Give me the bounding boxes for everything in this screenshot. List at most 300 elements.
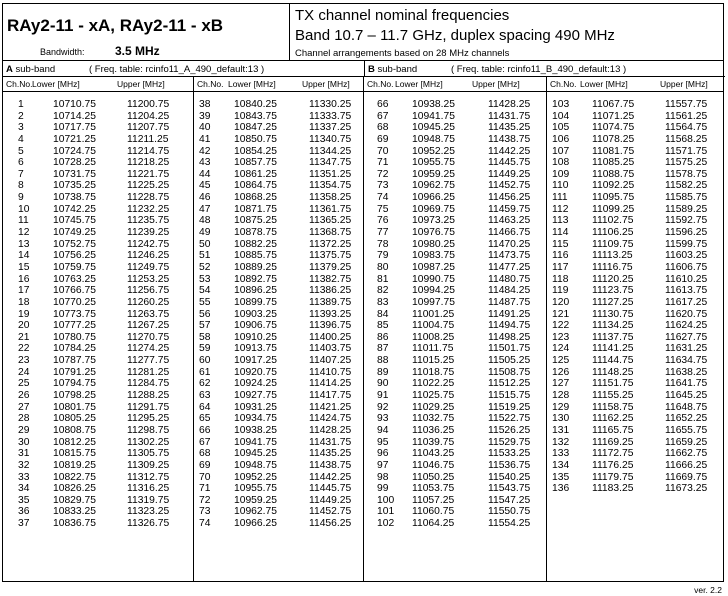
channel-number: 14 [18,250,30,262]
upper-frequency: 11316.25 [127,483,170,495]
column-header [194,77,363,92]
table-row [547,378,723,390]
upper-frequency: 11624.25 [665,320,708,332]
table-row [3,332,193,344]
channel-number: 61 [199,366,211,378]
channel-number: 29 [18,424,30,436]
channel-number: 105 [552,122,570,134]
table-row [364,180,546,192]
lower-frequency: 10955.75 [234,483,277,495]
table-row [547,343,723,355]
upper-frequency: 11354.75 [309,180,352,192]
lower-frequency: 11004.75 [412,320,455,332]
lower-frequency: 10710.75 [53,99,96,110]
table-row [547,274,723,286]
lower-frequency: 10934.75 [234,413,277,425]
upper-frequency: 11424.75 [309,413,352,425]
channel-number: 66 [377,99,389,110]
subband-a-label: sub-band [15,64,56,75]
lower-frequency: 10868.25 [234,192,277,204]
subband-a-freq-table: ( Freq. table: rcinfo11_A_490_default:13 ) [89,64,265,75]
channel-number: 2 [18,110,24,122]
upper-frequency: 11536.75 [488,459,531,471]
header-line-3: Channel arrangements based on 28 MHz channels [295,48,510,59]
upper-frequency: 11610.25 [665,273,708,285]
table-row [194,483,363,495]
upper-frequency: 11438.75 [309,459,352,471]
channel-number: 17 [18,285,30,297]
upper-frequency: 11417.75 [309,390,352,402]
table-row [194,99,363,111]
upper-frequency: 11463.25 [488,215,531,227]
lower-frequency: 10742.25 [53,203,96,215]
upper-frequency: 11305.75 [127,448,170,460]
table-row [3,239,193,251]
lower-frequency: 10976.75 [412,227,455,239]
lower-frequency: 10780.75 [53,331,96,343]
channel-number: 38 [199,99,211,110]
upper-frequency: 11561.25 [665,110,708,122]
channel-number: 26 [18,390,30,402]
table-row [547,309,723,321]
channel-number: 89 [377,366,389,378]
channel-number: 108 [552,157,570,169]
upper-frequency: 11568.25 [665,133,708,145]
lower-frequency: 10878.75 [234,227,277,239]
table-row [364,146,546,158]
table-row [547,483,723,495]
upper-frequency: 11351.25 [309,168,352,180]
channel-number: 100 [377,494,395,506]
table-row [3,483,193,495]
table-row [364,274,546,286]
lower-frequency: 11015.25 [412,355,455,367]
upper-frequency: 11344.25 [309,145,352,157]
table-row [194,309,363,321]
upper-frequency: 11267.25 [127,320,170,332]
table-row [364,134,546,146]
lower-frequency: 11113.25 [592,250,633,262]
table-row [364,332,546,344]
table-row [364,390,546,402]
channel-number: 40 [199,122,211,134]
table-row [3,448,193,460]
lower-frequency: 10959.25 [234,494,277,506]
upper-frequency: 11263.75 [127,308,170,320]
lower-frequency: 10791.25 [53,366,96,378]
upper-frequency: 11526.25 [488,424,531,436]
lower-frequency: 10927.75 [234,390,277,402]
upper-frequency: 11382.75 [309,273,352,285]
upper-frequency: 11442.25 [488,145,531,157]
upper-frequency: 11281.25 [127,366,170,378]
channel-number: 15 [18,261,30,273]
channel-number: 54 [199,285,211,297]
table-row [194,169,363,181]
lower-frequency: 10924.25 [234,378,277,390]
table-row [3,157,193,169]
table-row [547,122,723,134]
upper-frequency: 11358.25 [309,192,352,204]
lower-frequency: 10980.25 [412,238,455,250]
upper-frequency: 11592.75 [665,215,708,227]
lower-frequency: 10885.75 [234,250,277,262]
table-column-4 [547,77,723,582]
channel-number: 103 [552,99,570,110]
upper-frequency: 11659.25 [665,436,708,448]
channel-number: 41 [199,133,211,145]
channel-number: 73 [377,180,389,192]
upper-frequency: 11669.75 [665,471,708,483]
lower-frequency: 10738.75 [53,192,96,204]
upper-frequency: 11501.75 [488,343,531,355]
lower-frequency: 10948.75 [234,459,277,471]
channel-number: 66 [199,424,211,436]
table-column-2 [194,77,364,582]
lower-frequency: 11060.75 [412,506,455,518]
lower-header: Lower [MHz] [395,79,443,89]
table-row [194,320,363,332]
table-column-3 [364,77,547,582]
channel-number: 53 [199,273,211,285]
lower-frequency: 10875.25 [234,215,277,227]
bandwidth-label: Bandwidth: [40,47,85,57]
channel-number: 129 [552,401,570,413]
lower-frequency: 11176.25 [592,459,634,471]
upper-frequency: 11256.75 [127,285,170,297]
upper-frequency: 11599.75 [665,238,708,250]
channel-number: 126 [552,366,570,378]
upper-frequency: 11529.75 [488,436,531,448]
table-row [364,437,546,449]
upper-frequency: 11312.75 [127,471,170,483]
lower-frequency: 10920.75 [234,366,277,378]
lower-frequency: 11085.25 [592,157,635,169]
channel-number: 21 [18,331,30,343]
channel-number: 84 [377,308,389,320]
upper-frequency: 11519.25 [488,401,531,413]
table-row [364,262,546,274]
upper-frequency: 11375.75 [309,250,352,262]
table-row [3,320,193,332]
table-row [364,413,546,425]
upper-frequency: 11477.25 [488,261,531,273]
table-row [3,215,193,227]
lower-frequency: 10892.75 [234,273,277,285]
upper-frequency: 11522.75 [488,413,531,425]
lower-frequency: 10777.25 [53,320,96,332]
channel-number: 35 [18,494,30,506]
ch-no-header: Ch.No. [6,79,33,89]
channel-number: 92 [377,401,389,413]
lower-frequency: 10833.25 [53,506,96,518]
lower-frequency: 10812.25 [53,436,96,448]
upper-frequency: 11284.75 [127,378,170,390]
lower-frequency: 10861.25 [234,168,277,180]
lower-frequency: 10896.25 [234,285,277,297]
channel-number: 109 [552,168,570,180]
channel-number: 106 [552,133,570,145]
upper-frequency: 11428.25 [309,424,352,436]
lower-frequency: 11074.75 [592,122,635,134]
upper-frequency: 11298.75 [127,424,170,436]
table-row [364,111,546,123]
table-row [3,402,193,414]
table-row [547,146,723,158]
upper-frequency: 11578.75 [665,168,708,180]
lower-frequency: 10819.25 [53,459,96,471]
table-row [547,367,723,379]
lower-frequency: 11078.25 [592,133,635,145]
table-row [194,437,363,449]
channel-number: 115 [552,238,569,250]
header [3,4,723,61]
ch-no-header: Ch.No. [367,79,394,89]
upper-frequency: 11543.75 [488,483,531,495]
table-row [194,518,363,530]
channel-number: 39 [199,110,211,122]
table-row [194,472,363,484]
table-row [3,180,193,192]
lower-frequency: 11067.75 [592,99,635,110]
channel-number: 34 [18,483,30,495]
table-row [3,134,193,146]
upper-frequency: 11631.25 [665,343,708,355]
channel-number: 71 [377,157,389,169]
table-row [194,332,363,344]
upper-frequency: 11508.75 [488,366,531,378]
channel-number: 124 [552,343,570,355]
channel-number: 59 [199,343,211,355]
table-row [194,227,363,239]
table-row [364,122,546,134]
channel-number: 93 [377,413,389,425]
channel-number: 65 [199,413,211,425]
table-column-1 [3,77,194,582]
channel-number: 63 [199,390,211,402]
channel-number: 10 [18,203,30,215]
channel-number: 95 [377,436,389,448]
table-row [364,192,546,204]
lower-frequency: 11148.25 [592,366,634,378]
table-row [3,122,193,134]
channel-number: 86 [377,331,389,343]
upper-frequency: 11662.75 [665,448,708,460]
lower-frequency: 11183.25 [592,483,634,495]
channel-number: 45 [199,180,211,192]
table-row [194,413,363,425]
lower-frequency: 10745.75 [53,215,96,227]
lower-frequency: 10906.75 [234,320,277,332]
channel-number: 123 [552,331,570,343]
upper-frequency: 11361.75 [309,203,352,215]
upper-frequency: 11333.75 [309,110,352,122]
lower-frequency: 11162.25 [592,413,634,425]
channel-number: 113 [552,215,569,227]
lower-frequency: 10857.75 [234,157,277,169]
upper-frequency: 11368.75 [309,227,352,239]
lower-frequency: 10987.25 [412,261,455,273]
upper-frequency: 11480.75 [488,273,531,285]
table-row [364,343,546,355]
table-row [3,297,193,309]
upper-frequency: 11442.25 [309,471,352,483]
upper-frequency: 11627.75 [665,331,708,343]
upper-header: Upper [MHz] [660,79,708,89]
channel-number: 60 [199,355,211,367]
upper-frequency: 11431.75 [309,436,352,448]
lower-frequency: 11029.25 [412,401,455,413]
upper-frequency: 11645.25 [665,390,708,402]
table-row [3,460,193,472]
lower-frequency: 10913.75 [234,343,277,355]
upper-frequency: 11319.75 [127,494,170,506]
upper-frequency: 11414.25 [309,378,352,390]
subband-b-header [364,61,725,77]
upper-frequency: 11386.25 [309,285,352,297]
table-row [364,355,546,367]
lower-frequency: 11109.75 [592,238,634,250]
upper-frequency: 11403.75 [309,343,352,355]
table-row [364,285,546,297]
version-label: ver. 2.2 [694,585,722,595]
table-row [547,111,723,123]
table-row [547,332,723,344]
table-row [547,169,723,181]
channel-number: 47 [199,203,211,215]
rows [194,92,363,530]
table-row [547,390,723,402]
lower-frequency: 10945.25 [234,448,277,460]
table-row [364,250,546,262]
lower-frequency: 10749.25 [53,227,96,239]
table-row [3,192,193,204]
channel-number: 28 [18,413,30,425]
upper-frequency: 11326.75 [127,518,170,530]
channel-number: 55 [199,296,211,308]
channel-number: 12 [18,227,30,239]
upper-frequency: 11466.75 [488,227,531,239]
channel-number: 52 [199,261,211,273]
table-row [194,262,363,274]
table-row [364,215,546,227]
channel-number: 37 [18,518,30,530]
upper-frequency: 11575.25 [665,157,708,169]
channel-number: 97 [377,459,389,471]
channel-number: 30 [18,436,30,448]
channel-number: 79 [377,250,389,262]
table-row [547,437,723,449]
channel-number: 71 [199,483,211,495]
lower-frequency: 10903.25 [234,308,277,320]
channel-number: 72 [377,168,389,180]
table-row [194,390,363,402]
channel-number: 74 [377,192,389,204]
channel-number: 110 [552,180,569,192]
table-row [3,355,193,367]
ch-no-header: Ch.No. [550,79,577,89]
channel-number: 114 [552,227,569,239]
upper-frequency: 11200.75 [127,99,170,110]
lower-frequency: 10962.75 [234,506,277,518]
table-row [3,111,193,123]
channel-number: 69 [199,459,211,471]
channel-number: 4 [18,133,24,145]
table-row [3,378,193,390]
table-row [364,425,546,437]
lower-frequency: 11032.75 [412,413,455,425]
lower-frequency: 10798.25 [53,390,96,402]
frequency-table-frame [2,3,724,582]
table-row [3,146,193,158]
upper-frequency: 11393.25 [309,308,352,320]
channel-number: 24 [18,366,30,378]
upper-frequency: 11585.75 [665,192,708,204]
upper-frequency: 11550.75 [488,506,531,518]
upper-frequency: 11330.25 [309,99,352,110]
column-header [547,77,723,92]
lower-frequency: 10763.25 [53,273,96,285]
subband-b-freq-table: ( Freq. table: rcinfo11_B_490_default:13 ) [451,64,627,75]
table-row [547,192,723,204]
lower-frequency: 10847.25 [234,122,277,134]
table-row [364,472,546,484]
table-row [3,169,193,181]
lower-frequency: 11064.25 [412,518,455,530]
lower-header: Lower [MHz] [32,79,80,89]
lower-frequency: 11081.75 [592,145,635,157]
upper-frequency: 11295.25 [127,413,170,425]
table-row [194,192,363,204]
channel-number: 57 [199,320,211,332]
upper-frequency: 11641.75 [665,378,708,390]
channel-number: 67 [377,110,389,122]
upper-frequency: 11347.75 [309,157,352,169]
lower-frequency: 10850.75 [234,133,277,145]
table-row [194,367,363,379]
upper-frequency: 11484.25 [488,285,531,297]
table-row [547,157,723,169]
table-row [3,227,193,239]
upper-frequency: 11225.25 [127,180,170,192]
lower-frequency: 11011.75 [412,343,454,355]
upper-header: Upper [MHz] [472,79,520,89]
upper-frequency: 11452.75 [309,506,352,518]
table-row [3,437,193,449]
table-row [547,180,723,192]
lower-frequency: 11057.25 [412,494,455,506]
upper-frequency: 11452.75 [488,180,531,192]
upper-frequency: 11410.75 [309,366,352,378]
table-row [364,378,546,390]
lower-frequency: 10994.25 [412,285,455,297]
upper-frequency: 11435.25 [309,448,352,460]
table-row [3,250,193,262]
ch-no-header: Ch.No. [197,79,224,89]
table-row [547,285,723,297]
table-row [364,157,546,169]
table-row [194,506,363,518]
channel-number: 70 [377,145,389,157]
upper-frequency: 11459.75 [488,203,531,215]
channel-number: 64 [199,401,211,413]
lower-frequency: 10941.75 [412,110,455,122]
channel-number: 74 [199,518,211,530]
table-row [3,274,193,286]
subband-b-letter: B [368,64,375,75]
channel-number: 136 [552,483,570,495]
upper-header: Upper [MHz] [117,79,165,89]
